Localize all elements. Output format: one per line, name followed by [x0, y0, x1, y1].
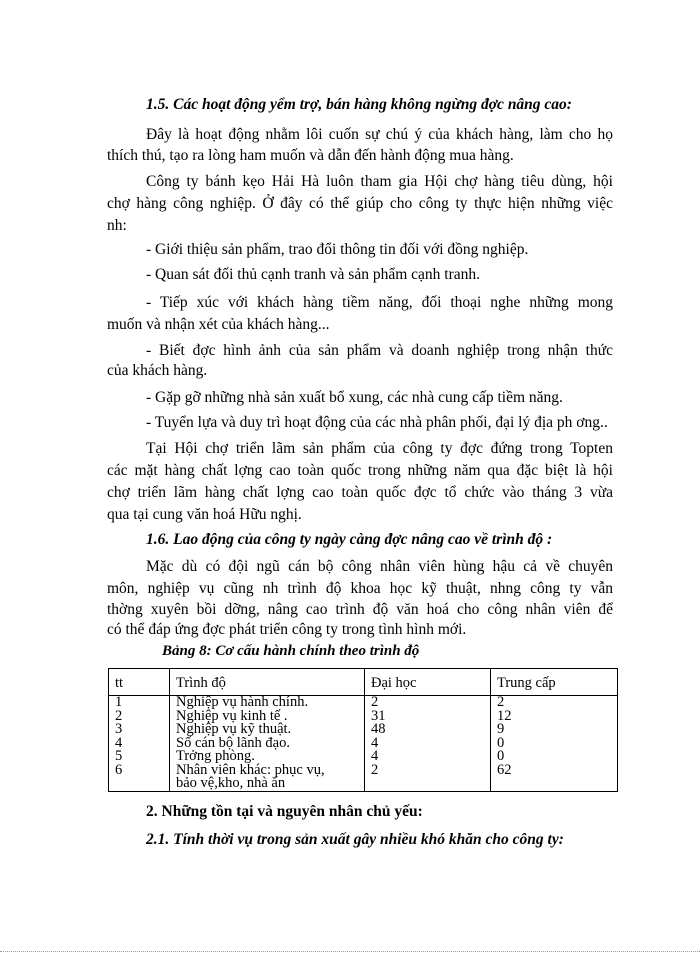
table-cell: 0 — [497, 734, 505, 751]
page-bottom-rule — [0, 951, 700, 952]
table-body-row — [109, 696, 618, 792]
section-heading-1-6: 1.6. Lao động của công ty ngày càng đợc nâng cao về trình độ : — [146, 531, 553, 548]
table-header-row — [109, 669, 618, 696]
section-heading-1-5: 1.5. Các hoạt động yểm trợ, bán hàng không ngừng đợc nâng cao: — [146, 96, 572, 113]
table-cell: 5 — [115, 748, 123, 764]
table-cell: 1 — [115, 694, 123, 710]
column-header-trung-cap: Trung cấp — [491, 669, 618, 696]
table-cell: Trởng phòng. — [176, 748, 255, 764]
table-cell: 48 — [371, 721, 386, 737]
column-header-trinh-do: Trình độ — [170, 669, 365, 696]
section-heading-2: 2. Những tồn tại và nguyên nhân chủ yếu: — [146, 803, 423, 820]
list-item: - Gặp gỡ những nhà sản xuất bổ xung, các nhà cung cấp tiềm năng. — [146, 389, 563, 406]
list-item: - Giới thiệu sản phẩm, trao đổi thông tin đối với đồng nghiệp. — [146, 241, 529, 258]
table-cell: 9 — [497, 721, 505, 737]
column-header-tt: tt — [109, 669, 170, 696]
paragraph-line: các mặt hàng chất lợng cao toàn quốc trong những năm qua đặc biệt là hội — [107, 462, 613, 479]
paragraph-line: thích thú, tạo ra lòng ham muốn và dẫn đến hành động mua hàng. — [107, 147, 514, 164]
paragraph-line: Công ty bánh kẹo Hải Hà luôn tham gia Hội chợ hàng tiêu dùng, hội — [146, 173, 613, 190]
table-cell: 6 — [115, 761, 123, 778]
table-cell: 31 — [371, 707, 386, 724]
table-cell-spacer — [371, 777, 484, 791]
table-cell: 2 — [497, 694, 505, 710]
table-cell: bảo vệ,kho, nhà ăn — [176, 775, 286, 791]
paragraph-line: chợ triển lãm hàng chất lợng cao toàn quốc đợc tổ chức vào tháng 3 vừa — [107, 484, 613, 501]
paragraph-line: có thể đáp ứng đợc phát triển công ty trong tình hình mới. — [107, 621, 467, 638]
table-cell-dai-hoc — [365, 696, 491, 792]
paragraph-line: môn, nghiệp vụ cũng nh trình độ khoa học kỹ thuật, nhng công ty vẫn — [107, 580, 613, 597]
table-cell-trung-cap — [491, 696, 618, 792]
table-cell: 12 — [497, 707, 512, 724]
table-cell: 2 — [371, 694, 379, 710]
table-cell: Nhân viên khác: phục vụ, — [176, 761, 325, 778]
table-cell: 62 — [497, 761, 512, 778]
paragraph-line: Mặc dù có đội ngũ cán bộ công nhân viên hùng hậu cả về chuyên — [146, 558, 613, 575]
list-item: - Biết đợc hình ảnh của sản phẩm và doanh nghiệp trong nhận thức — [146, 342, 613, 359]
education-level-table — [108, 668, 618, 792]
table-cell: Nghiệp vụ hành chính. — [176, 694, 309, 710]
table-cell-spacer — [497, 777, 611, 791]
table-caption: Bảng 8: Cơ cấu hành chính theo trình độ — [162, 643, 420, 659]
list-item: - Tiếp xúc với khách hàng tiềm năng, đối thoại nghe những mong — [146, 294, 613, 311]
table-cell: Số cán bộ lãnh đạo. — [176, 734, 290, 751]
table-cell-trinh-do — [170, 696, 365, 792]
table-cell-spacer — [115, 777, 163, 791]
paragraph-line: qua tại cung văn hoá Hữu nghị. — [107, 506, 302, 523]
list-item: - Tuyển lựa và duy trì hoạt động của các nhà phân phối, đại lý địa ph ơng.. — [146, 414, 608, 431]
list-item: - Quan sát đối thủ cạnh tranh và sản phẩm cạnh tranh. — [146, 266, 481, 283]
table-cell: 4 — [115, 734, 123, 751]
list-item: của khách hàng. — [107, 362, 208, 379]
list-item: muốn và nhận xét của khách hàng... — [107, 316, 330, 333]
table-cell: Nghiệp vụ kỹ thuật. — [176, 721, 292, 737]
table-cell: Nghiệp vụ kinh tế . — [176, 707, 288, 724]
table-cell: 4 — [371, 734, 379, 751]
paragraph-line: thờng xuyên bồi dỡng, nâng cao trình độ văn hoá cho công nhân viên để — [107, 601, 613, 618]
paragraph-line: Tại Hội chợ triển lãm sản phẩm của công ty đợc đứng trong Topten — [146, 440, 613, 457]
table-cell: 2 — [115, 707, 123, 724]
table-cell: 4 — [371, 748, 379, 764]
table-cell: 0 — [497, 748, 505, 764]
section-heading-2-1: 2.1. Tính thời vụ trong sản xuất gây nhiều khó khăn cho công ty: — [146, 831, 564, 848]
table-cell: 3 — [115, 721, 123, 737]
table-cell: 2 — [371, 761, 379, 778]
paragraph-line: Đây là hoạt động nhằm lôi cuốn sự chú ý của khách hàng, làm cho họ — [146, 126, 613, 143]
column-header-dai-hoc: Đại học — [365, 669, 491, 696]
paragraph-line: chợ hàng công nghiệp. Ở đây có thể giúp cho công ty thực hiện những việc — [107, 195, 613, 212]
table-cell-tt — [109, 696, 170, 792]
paragraph-line: nh: — [107, 217, 127, 234]
